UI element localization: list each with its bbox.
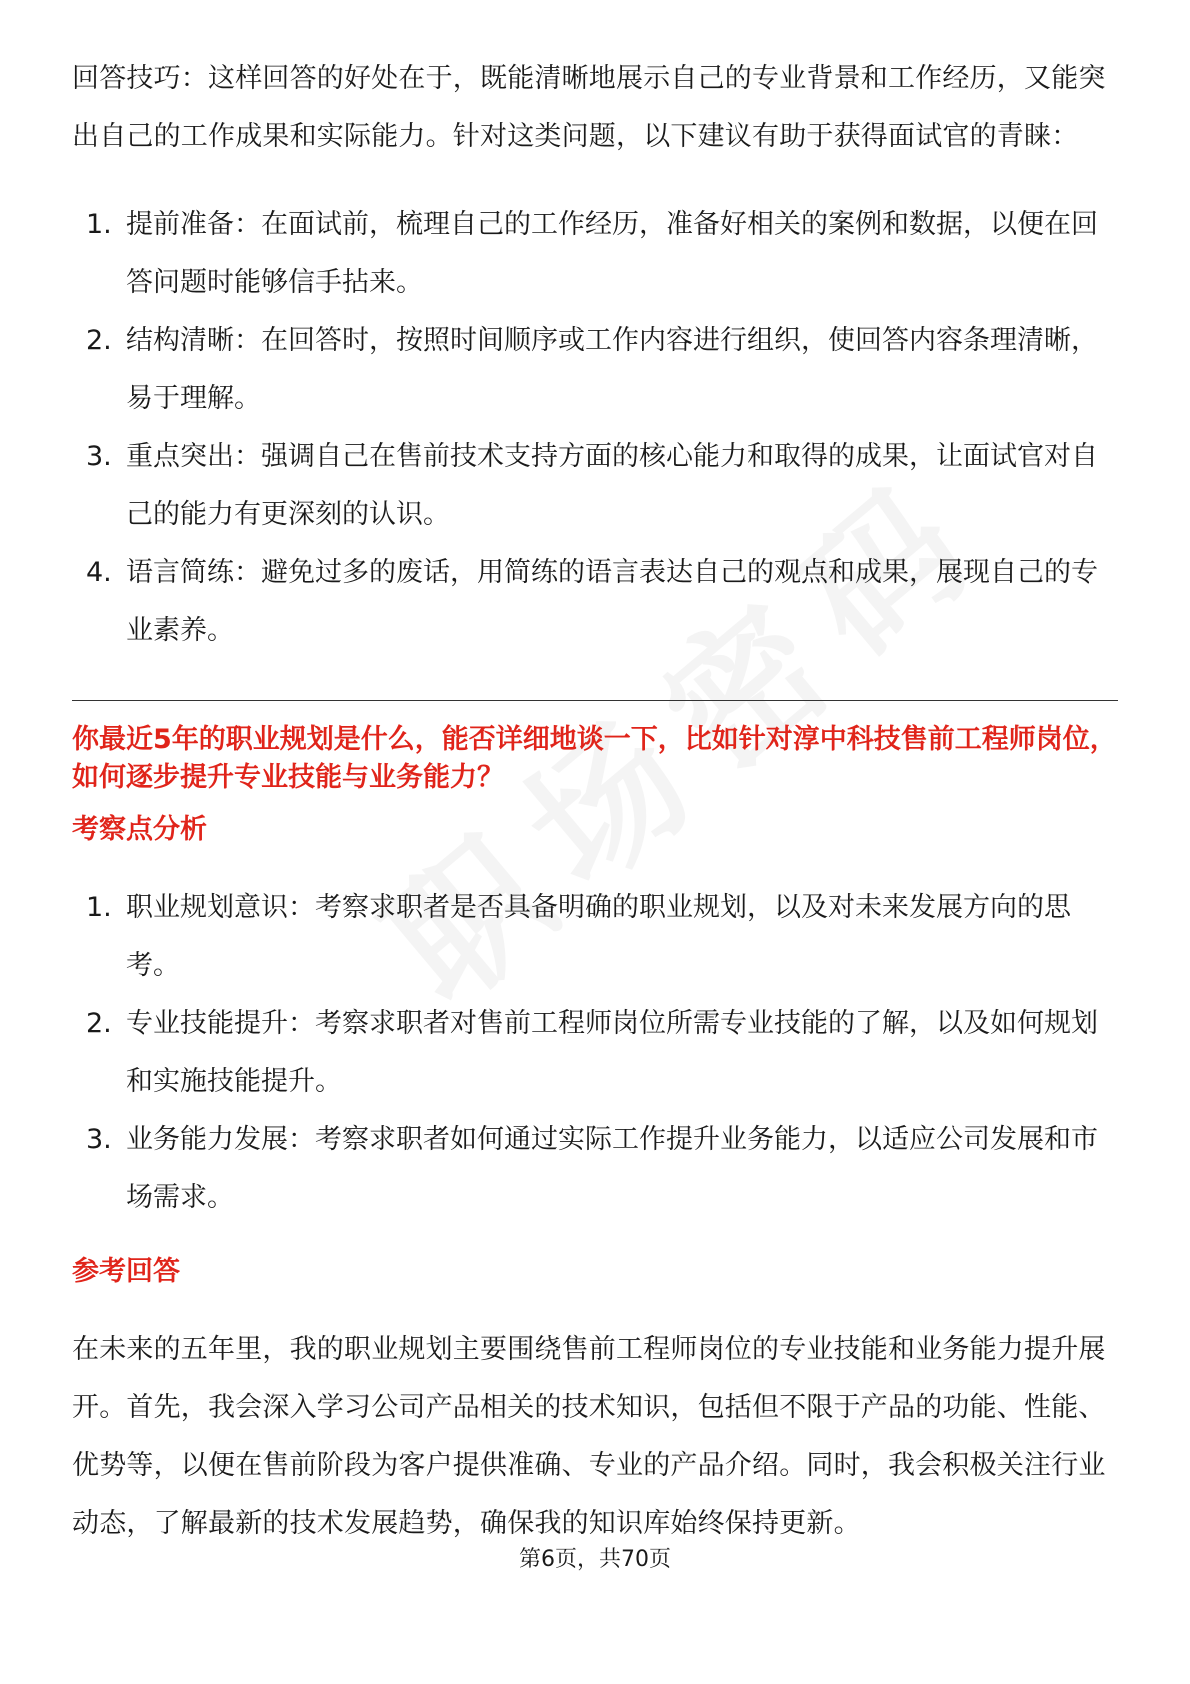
- list-item: [72, 995, 1118, 1111]
- intro-paragraph: 回答技巧：这样回答的好处在于，既能清晰地展示自己的专业背景和工作经历，又能突出自己的工作成果和实际能力。针对这类问题，以下建议有助于获得面试官的青睐：: [72, 63, 1106, 152]
- list-item-text: 重点突出：强调自己在售前技术支持方面的核心能力和取得的成果，让面试官对自己的能力有更深刻的认识。: [126, 441, 1098, 530]
- tips-list: [72, 196, 1118, 660]
- list-item-text: 结构清晰：在回答时，按照时间顺序或工作内容进行组织，使回答内容条理清晰，易于理解。: [126, 325, 1098, 414]
- list-item: [72, 428, 1118, 544]
- list-item-text: 职业规划意识：考察求职者是否具备明确的职业规划，以及对未来发展方向的思考。: [126, 892, 1071, 981]
- list-number: 1.: [86, 209, 112, 240]
- document-page: [72, 50, 1118, 1553]
- list-item: [72, 1111, 1118, 1227]
- analysis-list: [72, 879, 1118, 1227]
- list-item: [72, 879, 1118, 995]
- list-item-text: 业务能力发展：考察求职者如何通过实际工作提升业务能力，以适应公司发展和市场需求。: [126, 1124, 1098, 1213]
- reference-heading: 参考回答: [72, 1256, 180, 1287]
- list-item-text: 提前准备：在面试前，梳理自己的工作经历，准备好相关的案例和数据，以便在回答问题时能够信手拈来。: [126, 209, 1098, 298]
- list-number: 2.: [86, 325, 112, 356]
- analysis-heading: 考察点分析: [72, 814, 207, 845]
- list-item: [72, 544, 1118, 660]
- list-number: 4.: [86, 557, 112, 588]
- list-item: [72, 312, 1118, 428]
- list-number: 3.: [86, 441, 112, 472]
- section-divider: [72, 700, 1118, 701]
- list-number: 1.: [86, 892, 112, 923]
- list-item-text: 专业技能提升：考察求职者对售前工程师岗位所需专业技能的了解，以及如何规划和实施技能提升。: [126, 1008, 1098, 1097]
- list-item: [72, 196, 1118, 312]
- list-number: 2.: [86, 1008, 112, 1039]
- list-item-text: 语言简练：避免过多的废话，用简练的语言表达自己的观点和成果，展现自己的专业素养。: [126, 557, 1098, 646]
- interview-question: 你最近5年的职业规划是什么，能否详细地谈一下，比如针对淳中科技售前工程师岗位，如何逐步提升专业技能与业务能力？: [72, 724, 1117, 793]
- list-number: 3.: [86, 1124, 112, 1155]
- page-footer: 第6页，共70页: [519, 1547, 671, 1572]
- reference-answer: 在未来的五年里，我的职业规划主要围绕售前工程师岗位的专业技能和业务能力提升展开。首先，我会深入学习公司产品相关的技术知识，包括但不限于产品的功能、性能、优势等，以便在售前阶段为客户提供准确、专业的产品介绍。同时，我会积极关注行业动态，了解最新的技术发展趋势，确保我的知识库始终保持更新。: [72, 1334, 1106, 1539]
